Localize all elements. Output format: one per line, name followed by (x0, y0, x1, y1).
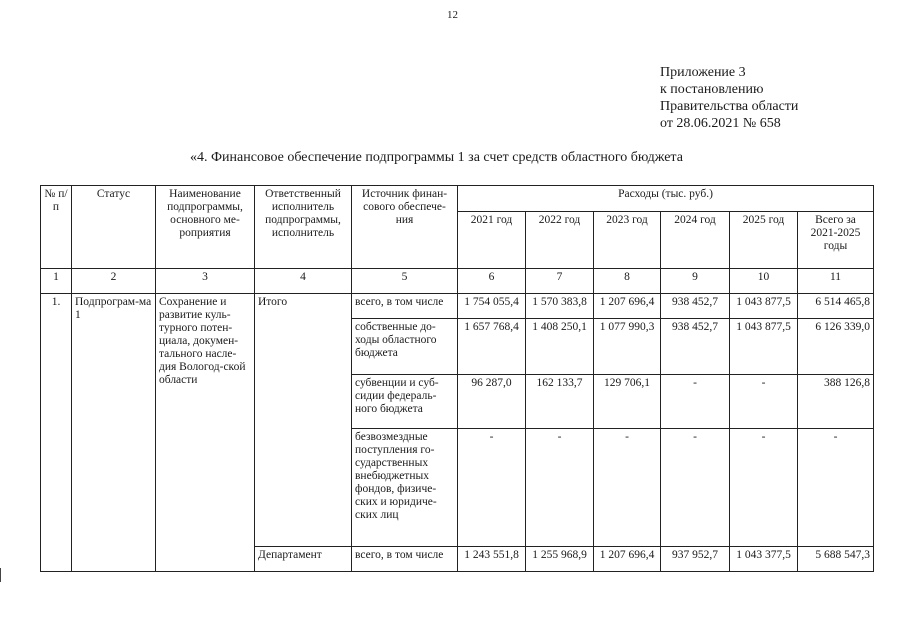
value-cell: 938 452,7 (661, 294, 730, 319)
approval-line: Приложение 3 (660, 65, 746, 80)
header-year: 2024 год (661, 212, 730, 269)
column-number: 3 (156, 269, 255, 294)
margin-mark (0, 568, 7, 582)
column-number: 10 (730, 269, 798, 294)
header-status: Статус (72, 186, 156, 269)
value-cell: 1 043 877,5 (730, 319, 798, 375)
approval-line: Правительства области (660, 99, 799, 114)
row-status: Подпрограм-ма 1 (72, 294, 156, 572)
value-cell: 6 514 465,8 (798, 294, 874, 319)
source-cell: всего, в том числе (352, 547, 458, 572)
header-year: 2022 год (526, 212, 594, 269)
header-year: 2025 год (730, 212, 798, 269)
value-cell: - (661, 429, 730, 547)
value-cell: 388 126,8 (798, 375, 874, 429)
value-cell: 1 043 877,5 (730, 294, 798, 319)
approval-line: к постановлению (660, 82, 764, 97)
value-cell: 96 287,0 (458, 375, 526, 429)
row-num: 1. (41, 294, 72, 572)
value-cell: 1 077 990,3 (594, 319, 661, 375)
row-executor-dept: Департамент (255, 547, 352, 572)
header-year-total: Всего за 2021-2025 годы (798, 212, 874, 269)
column-number: 11 (798, 269, 874, 294)
source-cell: безвозмездные поступления го-сударственных внебюджетных фондов, физиче-ских и юридиче-ских лиц (352, 429, 458, 547)
column-number: 1 (41, 269, 72, 294)
header-source: Источник финан-сового обеспече-ния (352, 186, 458, 269)
financing-table (40, 185, 874, 572)
source-cell: всего, в том числе (352, 294, 458, 319)
value-cell: 129 706,1 (594, 375, 661, 429)
column-number: 9 (661, 269, 730, 294)
value-cell: 5 688 547,3 (798, 547, 874, 572)
column-number: 4 (255, 269, 352, 294)
header-num: № п/п (41, 186, 72, 269)
row-name: Сохранение и развитие куль-турного потен-циала, докумен-тального насле-дия Вологод-ской области (156, 294, 255, 572)
value-cell: - (798, 429, 874, 547)
header-name: Наименование подпрограммы, основного ме-роприятия (156, 186, 255, 269)
source-cell: субвенции и суб-сидии федераль-ного бюджета (352, 375, 458, 429)
column-number: 6 (458, 269, 526, 294)
value-cell: - (730, 375, 798, 429)
value-cell: 1 754 055,4 (458, 294, 526, 319)
value-cell: 1 408 250,1 (526, 319, 594, 375)
value-cell: - (730, 429, 798, 547)
value-cell: 1 207 696,4 (594, 547, 661, 572)
value-cell: 1 255 968,9 (526, 547, 594, 572)
value-cell: 1 243 551,8 (458, 547, 526, 572)
value-cell: - (661, 375, 730, 429)
source-cell: собственные до-ходы областного бюджета (352, 319, 458, 375)
approval-line: от 28.06.2021 № 658 (660, 116, 781, 131)
column-number: 2 (72, 269, 156, 294)
header-executor: Ответственный исполнитель подпрограммы, исполнитель (255, 186, 352, 269)
column-number: 8 (594, 269, 661, 294)
document-title: «4. Финансовое обеспечение подпрограммы 1 за счет средств областного бюджета (190, 150, 683, 165)
value-cell: - (458, 429, 526, 547)
row-executor-total: Итого (255, 294, 352, 547)
value-cell: 938 452,7 (661, 319, 730, 375)
header-year: 2021 год (458, 212, 526, 269)
page-number: 12 (447, 9, 458, 21)
value-cell: 6 126 339,0 (798, 319, 874, 375)
value-cell: 1 207 696,4 (594, 294, 661, 319)
approval-block (660, 64, 798, 132)
value-cell: 162 133,7 (526, 375, 594, 429)
value-cell: 937 952,7 (661, 547, 730, 572)
header-year: 2023 год (594, 212, 661, 269)
header-expenses: Расходы (тыс. руб.) (458, 186, 874, 212)
value-cell: 1 657 768,4 (458, 319, 526, 375)
value-cell: - (526, 429, 594, 547)
column-number: 5 (352, 269, 458, 294)
value-cell: 1 043 377,5 (730, 547, 798, 572)
column-number: 7 (526, 269, 594, 294)
value-cell: 1 570 383,8 (526, 294, 594, 319)
value-cell: - (594, 429, 661, 547)
